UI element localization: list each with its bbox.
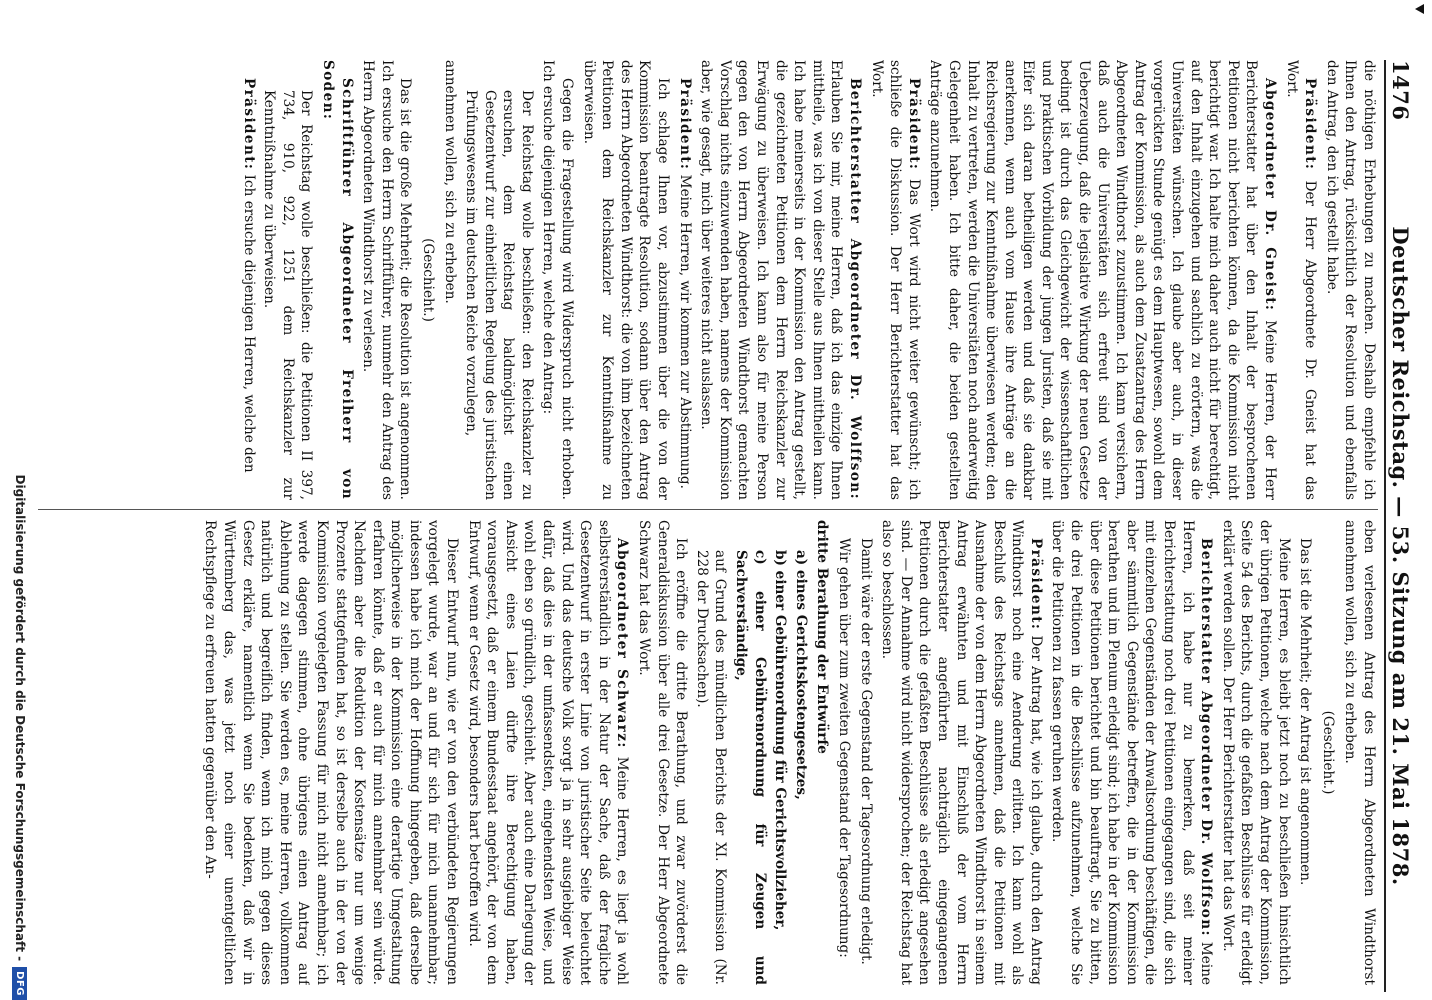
speaker-name: Abgeordneter Schwarz: — [614, 538, 631, 749]
speech-paragraph — [239, 60, 258, 500]
agenda-item: c) einer Gebührenordnung für Zeugen und Sachverständige, — [733, 550, 768, 985]
column-divider — [38, 509, 1378, 510]
speaker-name: Berichterstatter Abgeordneter Dr. Wolffson: — [846, 78, 863, 500]
continuation-paragraph: eben verlesenen Antrag des Herrn Abgeordneten Windthorst annehmen wollen, sich zu erheben. — [1342, 520, 1377, 985]
agenda-item: a) eines Gerichtskostengesetzes, — [792, 550, 809, 800]
speech-text: Der Antrag hat, wie ich glaube, durch den Antrag Windthorst noch eine Aenderung erlitten. Ich kann wohl als Beschluß des Reichstags annehmen, daß die Petitionen mit Ausnahme der von dem Herrn Abgeordneten Windthorst in seinem Antrag erwähnten und mit Einschluß der vom Herrn Berichterstatter angeführten nachträglich eingegangenen Petitionen durch die gefaßten Beschlüsse als erledigt angesehen sind. — Der Annahme wird nicht widersprochen; der Reichstag hat also so beschlossen. — [879, 520, 1044, 985]
continuation-paragraph: annehmen wollen, sich zu erheben. — [442, 60, 459, 304]
paragraph: Ich eröffne die dritte Berathung, und zwar zuvörderst die Generaldiskussion über alle drei Gesetze. Der Herr Abgeordnete Schwarz hat das Wort. — [636, 520, 690, 985]
paragraph: Damit wäre der erste Gegenstand der Tagesordnung erledigt. — [857, 538, 874, 965]
motion-text: auf Grund des mündlichen Berichts der XI. Kommission (Nr. 228 der Drucksachen). — [693, 550, 729, 985]
running-title: Deutscher Reichstag. — 53. Sitzung am 21. Mai 1878. — [1388, 226, 1413, 886]
speech-paragraph — [1048, 520, 1215, 985]
speech-text: Das Wort wird nicht weiter gewünscht; ich schließe die Diskussion. Der Herr Berichterstatter hat das Wort. — [868, 60, 922, 500]
speech-paragraph — [318, 60, 355, 500]
page-header — [1388, 60, 1424, 992]
speech-paragraph — [1282, 60, 1319, 500]
page-number: 1476 — [1388, 60, 1413, 121]
speaker-name: Präsident: — [905, 78, 922, 171]
speech-text: Ich ersuche diejenigen Herren, welche den — [240, 170, 257, 473]
stage-direction: (Geschieht.) — [1319, 710, 1336, 795]
paragraph: Das ist die große Mehrheit; die Resolution ist angenommen. Ich ersuche den Herrn Schriftführer, nunmehr den Antrag des Herrn Abgeordneten Windthorst zu verlesen. — [360, 60, 414, 500]
speech-text: Meine Herren, es liegt ja wohl selbstverständlich in der Natur der Sache, daß der fragliche Gesetzentwurf in erster Linie von juristischer Seite beleuchtet wird. Und das deutsche Volk sorgt ja in sehr ausgiebiger Weise dafür, daß dies in der umfassendsten, eingehendsten Weise, und wohl eben so gründlich, geschieht. Aber auch eine Darlegung der Ansicht eines Laien dürfte ihre Berechtigung haben, vorausgesetzt, daß er einem Bundesstaat angehört, der von dem Entwurf, wenn er Gesetz wird, besonders hart betroffen wird. — [465, 520, 631, 985]
speech-text: Meine Herren, der Herr Berichterstatter hat über den Inhalt der besprochenen Petitionen nicht berichten können, da die Kommission nicht berichtigt war. Ich halte mich daher auch nicht für berechtigt, auf den Inhalt einzugehen und sachlich zu erörtern, was die Universitäten wünschen. Ich glaube aber auch, in dieser vorgerückten Stunde genügt es dem Hauptwesen, sowohl dem Antrag der Kommission, als auch dem Zusatzantrag des Herrn Abgeordneten Windthorst zuzustimmen. Ich kann versichern, daß auch die Universitäten sich erfreut sind von der Ueberzeugung, daß die legislative Wirkung der neuen Gesetze bedingt ist durch das Gleichgewicht der wissenschaftlichen und praktischen Vorbildung der jungen Juristen, daß sie mit Eifer sich daran betheiligen werden und daß sie dankbar anerkennen, wenn auch vom Hause ihre Anträge an die Reichsregierung zur Kenntnißnahme überwiesen werden; den Inhalt zu vertreten, werden die Universitäten noch anderweitig Gelegenheit haben. Ich bitte daher, die beiden gestellten Anträge anzunehmen. — [927, 60, 1279, 500]
speech-text: Meine Herren, ich habe nur zu bemerken, daß seit meiner Berichterstattung noch drei Petitionen eingegangen sind, die sich mit einzelnen Gegenständen der Anwaltsordnung beschäftigen, die aber sämmtlich Gegenstände betreffen, die in der Kommission berathen und im Plenum erledigt sind; ich habe in der Kommission über diese Petitionen berichtet und bin beauftragt, Sie zu bitten, die drei Petitionen in die Beschlüsse aufzunehmen, welche Sie über die Petitionen zu fassen geruhen werden. — [1049, 520, 1215, 985]
speech-paragraph — [867, 60, 923, 500]
speaker-name: Präsident: — [1027, 538, 1044, 631]
speaker-name: Präsident: — [1302, 78, 1319, 171]
speech-text: Erlauben Sie mir, meine Herren, daß ich das einzige Ihnen mittheile, was ich von dieser Stelle aus Ihnen mittheilen kann. Ich habe meinerseits in der Kommission den Antrag gestellt, die gezeichneten Petitionen dem Herrn Reichskanzler zur Erwägung zu überweisen. Ich kann also für meine Person gegen den von Herrn Abgeordneten Windthorst gemachten Vorschlag nichts einzuwenden haben, namens der Kommission aber, wie gesagt, mich über weiteres nicht auslassen. — [698, 60, 845, 500]
page-footer — [6, 60, 34, 1000]
motion-text: Der Reichstag wolle beschließen: die Petitionen II 397, 734, 910, 922, 1251 dem Reichskanzler zur Kenntnißnahme zu überweisen. — [261, 90, 315, 500]
continuation-paragraph: die nöthigen Erhebungen zu machen. Deshalb empfehle ich Ihnen den Antrag, rücksichtlich der Resolution und ebenfalls den Antrag, den ich gestellt habe. — [1323, 60, 1377, 500]
paragraph: Gegen die Fragestellung wird Widerspruch nicht erhoben. Ich ersuche diejenigen Herren, welche den Antrag: — [540, 60, 576, 500]
paragraph: Meine Herren, es bleibt jetzt noch zu beschließen hinsichtlich der übrigen Petitionen, welche nach dem Antrag der Kommission, Seite 54 des Berichts, durch die gefaßten Beschlüsse für erledigt erklärt werden sollen. Der Herr Berichterstatter hat das Wort. — [1219, 520, 1292, 985]
paragraph: Das ist die Mehrheit; der Antrag ist angenommen. — [1297, 538, 1314, 886]
motion-text: Der Reichstag wolle beschließen: den Reichskanzler zu ersuchen, dem Reichstag baldmöglichst einen Gesetzentwurf zur einheitlichen Regelung des juristischen Prüfungswesens im deutschen Reiche vorzulegen, — [463, 90, 535, 500]
right-column — [38, 520, 1378, 985]
paragraph: Ich schlage Ihnen vor, abzustimmen über die von der Kommission beantragte Resolution, sodann über den Antrag des Herrn Abgeordneten Windthorst: die von ihm bezeichneten Petitionen dem Reichskanzler zur Kenntnißnahme zu überweisen. — [580, 60, 672, 500]
paragraph: Dieser Entwurf nun, wie er von den verbündeten Regierungen vorgelegt wurde, war an und für sich für mich unannehmbar; indessen habe ich mich der Hoffnung hingegeben, daß derselbe möglicherweise in der Kommission eine derartige Umgestaltung erfahren könnte, daß er auch für mich annehmbar sein würde. Nachdem aber die Reduktion der Kostensätze nur um wenige Prozente stattgefunden hat, so ist derselbe auch in der von der Kommission vorgelegten Fassung für mich nicht annehmbar; ich werde dagegen stimmen, ohne übrigens einen Antrag auf Ablehnung zu stellen. Sie werden es, meine Herren, vollkommen natürlich und begreiflich finden, wenn ich mich gegen dieses Gesetz erkläre, namentlich wenn Sie bedenken, daß wir in Württemberg das, was jetzt noch einer unentgeltlichen Rechtspflege zu erfreuen hatten gegenüber den An- — [202, 520, 461, 985]
corner-mark-icon — [1415, 4, 1424, 14]
stage-direction: (Geschieht.) — [419, 238, 436, 322]
left-column — [38, 60, 1378, 500]
speech-paragraph — [926, 60, 1279, 500]
agenda-item: b) einer Gebührenordnung für Gerichtsvollzieher, — [772, 550, 789, 931]
header-rule — [1384, 60, 1386, 992]
speaker-name: Abgeordneter Dr. Gneist: — [1262, 78, 1279, 312]
dfg-logo: DFG — [13, 967, 28, 1000]
digitization-note: Digitalisierung gefördert durch die Deutsche Forschungsgemeinschaft - — [13, 474, 27, 962]
speaker-name: Schriftführer Abgeordneter Freiherr von Soden: — [319, 60, 355, 500]
speaker-name: Präsident: — [676, 78, 693, 171]
paragraph: Wir gehen über zum zweiten Gegenstand der Tagesordnung: — [835, 538, 852, 958]
speech-paragraph — [697, 60, 864, 500]
speech-text: Meine Herren, wir kommen zur Abstimmung. — [676, 170, 693, 489]
speech-paragraph — [675, 60, 694, 500]
agenda-heading: dritte Berathung der Entwürfe — [814, 520, 831, 754]
speech-text: Der Herr Abgeordnete Dr. Gneist hat das Wort. — [1283, 60, 1319, 500]
speech-paragraph — [878, 520, 1045, 985]
speaker-name: Berichterstatter Abgeordneter Dr. Wolffson: — [1198, 538, 1215, 937]
speech-paragraph — [464, 520, 631, 985]
speaker-name: Präsident: — [240, 78, 257, 171]
